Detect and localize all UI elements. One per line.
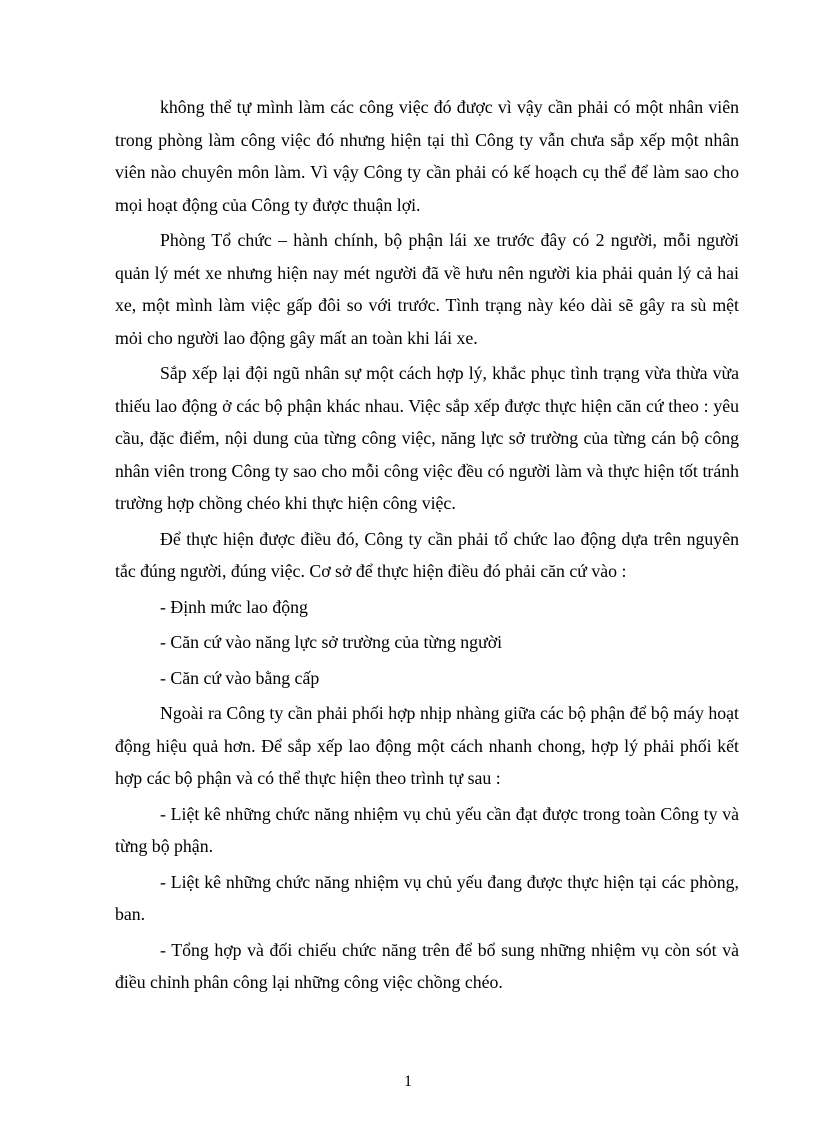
- basis-item: - Căn cứ vào bằng cấp: [160, 667, 320, 688]
- document-body: [115, 91, 739, 1002]
- step-item: - Liệt kê những chức năng nhiệm vụ chủ yếu đang được thực hiện tại các phòng, ban.: [115, 871, 739, 924]
- paragraph-rearrange: Sắp xếp lại đội ngũ nhân sự một cách hợp lý, khắc phục tình trạng vừa thừa vừa thiếu lao động ở các bộ phận khác nhau. Việc sắp xếp được thực hiện căn cứ theo : yêu cầu, đặc điểm, nội dung của từng công việc, năng lực sở trường của từng cán bộ công nhân viên trong Công ty sao cho mỗi công việc đều có người làm và thực hiện tốt tránh trường hợp chồng chéo khi thực hiện công việc.: [115, 363, 739, 513]
- paragraph-staffing-gap: không thể tự mình làm các công việc đó được vì vậy cần phải có một nhân viên trong phòng làm công việc đó nhưng hiện tại thì Công ty vẫn chưa sắp xếp một nhân viên nào chuyên môn làm. Vì vậy Công ty cần phải có kế hoạch cụ thể để làm sao cho mọi hoạt động của Công ty được thuận lợi.: [115, 97, 739, 215]
- step-item: - Tổng hợp và đối chiếu chức năng trên để bổ sung những nhiệm vụ còn sót và điều chỉnh phân công lại những công việc chồng chéo.: [115, 939, 739, 992]
- paragraph-principle: Để thực hiện được điều đó, Công ty cần phải tổ chức lao động dựa trên nguyên tắc đúng người, đúng việc. Cơ sở để thực hiện điều đó phải căn cứ vào :: [115, 528, 739, 581]
- step-item: - Liệt kê những chức năng nhiệm vụ chủ yếu cần đạt được trong toàn Công ty và từng bộ phận.: [115, 803, 739, 856]
- basis-item: - Căn cứ vào năng lực sở trường của từng người: [160, 632, 503, 652]
- paragraph-coordination: Ngoài ra Công ty cần phải phối hợp nhịp nhàng giữa các bộ phận để bộ máy hoạt động hiệu quả hơn. Để sắp xếp lao động một cách nhanh chong, hợp lý phải phối kết hợp các bộ phận và có thể thực hiện theo trình tự sau :: [115, 703, 739, 788]
- basis-item: - Định mức lao động: [160, 596, 308, 617]
- paragraph-drivers: Phòng Tổ chức – hành chính, bộ phận lái xe trước đây có 2 người, mỗi người quản lý mét xe nhưng hiện nay mét người đã về hưu nên người kia phải quản lý cả hai xe, một mình làm việc gấp đôi so với trước. Tình trạng này kéo dài sẽ gây ra sù mệt mỏi cho người lao động gây mất an toàn khi lái xe.: [115, 230, 739, 348]
- page-number: 1: [404, 1073, 412, 1090]
